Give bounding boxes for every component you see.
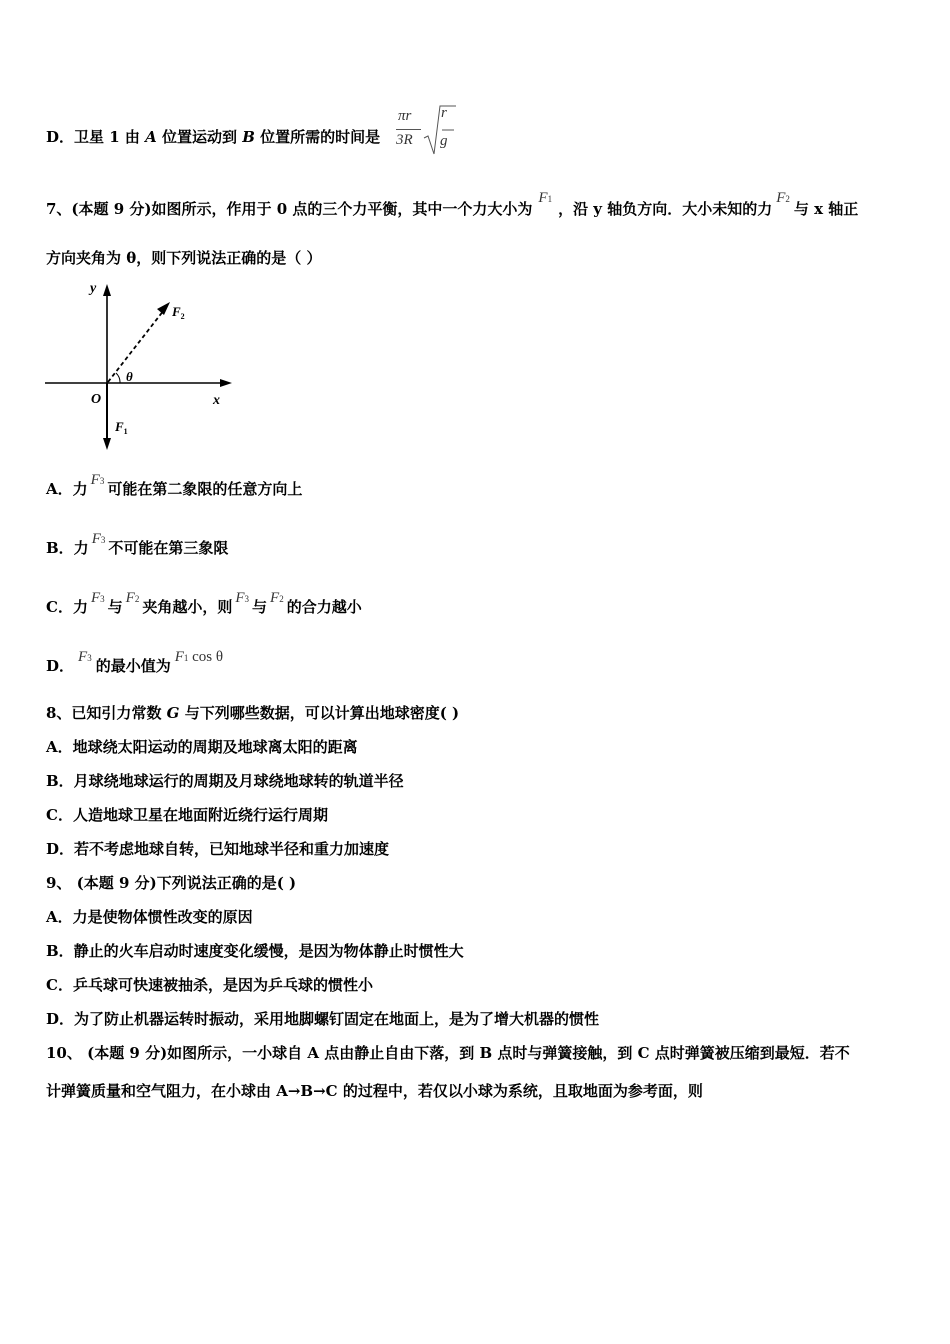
q8-stem: 8、已知引力常数 G 与下列哪些数据，可以计算出地球密度( ) bbox=[46, 704, 460, 722]
f2-vector bbox=[108, 310, 164, 382]
q9-option-d: D．为了防止机器运转时振动，采用地脚螺钉固定在地面上，是为了增大机器的惯性 bbox=[46, 1010, 600, 1028]
fraction-bar bbox=[396, 129, 421, 130]
q7-option-c: C．力 F3 与 F2 夹角越小，则 F3 与 F2 的合力越小 bbox=[46, 590, 362, 616]
formula-numerator: πr bbox=[398, 108, 412, 124]
q9-option-c: C．乒乓球可快速被抽杀，是因为乒乓球的惯性小 bbox=[46, 976, 373, 994]
formula-denominator: 3R bbox=[396, 132, 413, 148]
q8-option-d: D．若不考虑地球自转，已知地球半径和重力加速度 bbox=[46, 840, 390, 858]
option-label: D． bbox=[46, 128, 75, 146]
force-diagram bbox=[40, 280, 240, 455]
sqrt-numerator: r bbox=[441, 105, 447, 121]
f3-symbol: F3 bbox=[91, 531, 106, 547]
f3-symbol: F3 bbox=[90, 590, 105, 606]
y-axis-label: y bbox=[90, 281, 97, 296]
q7-stem-line1: 7、(本题 9 分)如图所示，作用于 0 点的三个力平衡，其中一个力大小为F1，沿 y 轴负方向．大小未知的力F2与 x 轴正 bbox=[46, 190, 859, 218]
origin-label: O bbox=[91, 392, 102, 407]
f3-symbol: F3 bbox=[78, 649, 92, 665]
f2-label: $F_2$ bbox=[172, 304, 185, 321]
f1-symbol: F1 bbox=[538, 190, 553, 206]
f1-label: $F_1$ bbox=[115, 419, 128, 436]
f1-arrowhead bbox=[103, 438, 111, 450]
q10-stem-line2: 计弹簧质量和空气阻力，在小球由 A→B→C 的过程中，若仅以小球为系统，且取地面为参考面，则 bbox=[46, 1082, 703, 1100]
q9-option-b: B．静止的火车启动时速度变化缓慢，是因为物体静止时惯性大 bbox=[46, 942, 464, 960]
f2-symbol: F2 bbox=[776, 190, 790, 206]
q7-option-d: D． F3 的最小值为 F1 cos θ bbox=[46, 649, 224, 675]
q7-stem-line2: 方向夹角为 θ，则下列说法正确的是（ ） bbox=[46, 249, 322, 267]
f2-symbol: F2 bbox=[270, 590, 284, 606]
f1-cos-theta: F1 cos θ bbox=[174, 649, 224, 665]
q8-option-c: C．人造地球卫星在地面附近绕行运行周期 bbox=[46, 806, 328, 824]
q8-option-a: A．地球绕太阳运动的周期及地球离太阳的距离 bbox=[46, 738, 358, 756]
q9-stem: 9、 (本题 9 分)下列说法正确的是( ) bbox=[46, 874, 297, 892]
sqrt-denominator: g bbox=[440, 133, 448, 149]
q8-option-b: B．月球绕地球运行的周期及月球绕地球转的轨道半径 bbox=[46, 772, 404, 790]
theta-label: θ bbox=[126, 369, 133, 384]
x-axis-label: x bbox=[213, 393, 220, 408]
f2-arrowhead bbox=[157, 302, 170, 315]
q7-option-a: A．力 F3 可能在第二象限的任意方向上 bbox=[46, 472, 303, 498]
f2-symbol: F2 bbox=[125, 590, 140, 606]
theta-arc bbox=[116, 373, 120, 383]
f3-symbol: F3 bbox=[90, 472, 105, 488]
y-axis-arrow bbox=[103, 284, 111, 296]
f3-symbol: F3 bbox=[235, 590, 249, 606]
q10-stem-line1: 10、 (本题 9 分)如图所示，一小球自 A 点由静止自由下落，到 B 点时与弹簧接触，到 C 点时弹簧被压缩到最短．若不 bbox=[46, 1044, 850, 1062]
x-axis-arrow bbox=[220, 379, 232, 387]
q7-option-b: B．力 F3 不可能在第三象限 bbox=[46, 531, 229, 557]
q9-option-a: A．力是使物体惯性改变的原因 bbox=[46, 908, 253, 926]
q6-option-d: D．卫星 1 由 A 位置运动到 B 位置所需的时间是 bbox=[46, 128, 381, 146]
